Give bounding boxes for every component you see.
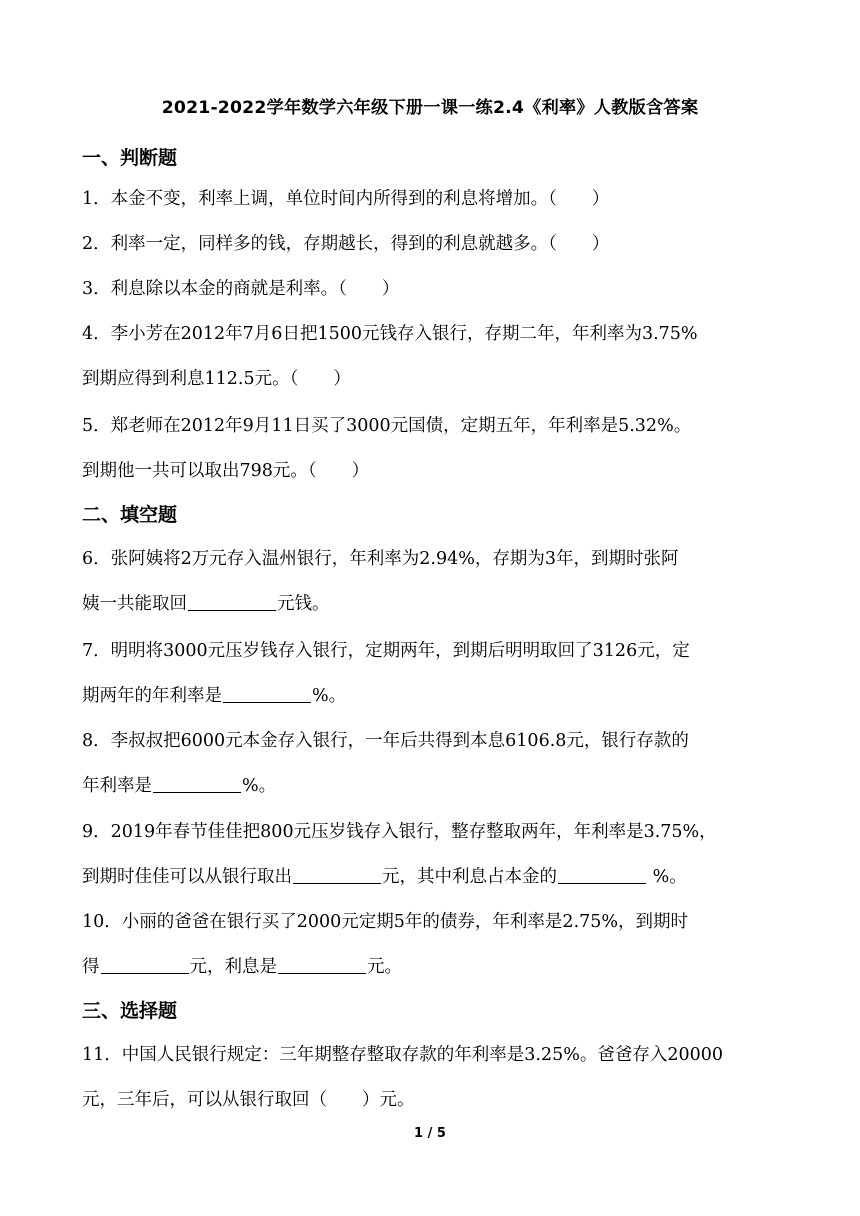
question-10-text: 得 (82, 957, 100, 977)
question-8-text: 年利率是 (82, 776, 152, 796)
answer-blank[interactable] (278, 955, 366, 974)
question-7-line-2 (82, 682, 346, 707)
question-8-line-1: 8．李叔叔把6000元本金存入银行，一年后共得到本息6106.8元，银行存款的 (82, 731, 689, 751)
question-10-text-mid: 元，利息是 (189, 957, 277, 977)
question-5-line-2: 到期他一共可以取出798元。（ ） (82, 461, 370, 481)
answer-blank[interactable] (293, 865, 381, 884)
answer-blank[interactable] (188, 592, 276, 611)
question-9-text-mid: 元，其中利息占本金的 (382, 867, 557, 887)
question-4-line-2: 到期应得到利息112.5元。（ ） (82, 369, 351, 389)
page-title: 2021-2022学年数学六年级下册一课一练2.4《利率》人教版含答案 (161, 98, 699, 118)
question-6-text-end: 元钱。 (277, 594, 330, 614)
answer-blank[interactable] (101, 955, 189, 974)
answer-blank[interactable] (153, 774, 241, 793)
question-11-line-2: 元，三年后，可以从银行取回（ ）元。 (82, 1090, 415, 1110)
question-3: 3．利息除以本金的商就是利率。（ ） (82, 279, 400, 299)
question-4-line-1: 4．李小芳在2012年7月6日把1500元钱存入银行，存期二年，年利率为3.75% (82, 324, 698, 344)
question-9-line-2 (82, 863, 687, 888)
answer-blank[interactable] (558, 865, 646, 884)
question-9-line-1: 9．2019年春节佳佳把800元压岁钱存入银行，整存整取两年，年利率是3.75%， (82, 822, 717, 842)
question-8-text-end: %。 (242, 776, 277, 796)
question-10-text-end: 元。 (367, 957, 402, 977)
question-1: 1．本金不变，利率上调，单位时间内所得到的利息将增加。（ ） (82, 189, 610, 209)
section-heading-fill-blank: 二、填空题 (82, 504, 178, 526)
question-5-line-1: 5．郑老师在2012年9月11日买了3000元国债，定期五年，年利率是5.32%。 (82, 416, 692, 436)
question-7-text: 期两年的年利率是 (82, 686, 222, 706)
question-6-text: 姨一共能取回 (82, 594, 187, 614)
question-7-line-1: 7．明明将3000元压岁钱存入银行，定期两年，到期后明明取回了3126元，定 (82, 641, 690, 661)
question-11-line-1: 11．中国人民银行规定：三年期整存整取存款的年利率是3.25%。爸爸存入20000 (82, 1045, 724, 1065)
question-6-line-2 (82, 590, 330, 615)
question-8-line-2 (82, 772, 276, 797)
question-9-text-end: %。 (647, 867, 687, 887)
question-10-line-1: 10．小丽的爸爸在银行买了2000元定期5年的债券，年利率是2.75%，到期时 (82, 912, 689, 932)
question-9-text: 到期时佳佳可以从银行取出 (82, 867, 292, 887)
question-10-line-2 (82, 953, 402, 978)
question-6-line-1: 6．张阿姨将2万元存入温州银行，年利率为2.94%，存期为3年，到期时张阿 (82, 549, 679, 569)
section-heading-true-false: 一、判断题 (82, 147, 178, 169)
question-2: 2．利率一定，同样多的钱，存期越长，得到的利息就越多。（ ） (82, 234, 610, 254)
question-7-text-end: %。 (312, 686, 347, 706)
page-number: 1 / 5 (414, 1126, 446, 1141)
section-heading-multiple-choice: 三、选择题 (82, 1000, 178, 1022)
answer-blank[interactable] (223, 684, 311, 703)
